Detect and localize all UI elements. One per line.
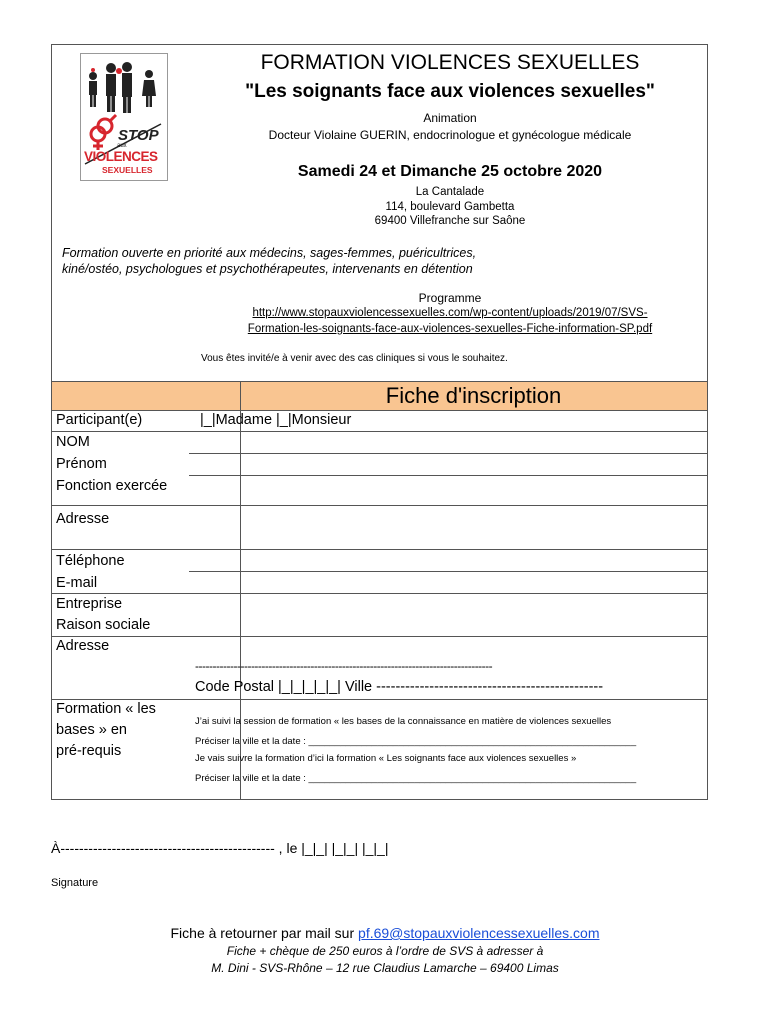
venue-street: 114, boulevard Gambetta <box>385 201 515 213</box>
formation-label-2: bases » en <box>56 722 127 738</box>
row-divider <box>189 571 707 572</box>
logo-violences-text: VIOLENCES <box>84 149 158 164</box>
return-instruction <box>0 925 770 941</box>
row-divider <box>52 593 707 594</box>
animation-label: Animation <box>423 111 477 125</box>
event-dates: Samedi 24 et Dimanche 25 octobre 2020 <box>297 163 603 180</box>
suivi-statement: J’ai suivi la session de formation « les bases de la connaissance en matière de violences sexuelles <box>195 716 612 727</box>
stop-violences-logo <box>80 53 168 181</box>
audience-line-2: kiné/ostéo, psychologues et psychothérapeutes, intervenants en détention <box>62 262 473 276</box>
program-label: Programme <box>418 291 482 305</box>
form-title-bar <box>52 381 707 411</box>
contact-email-link[interactable]: pf.69@stopauxviolencessexuelles.com <box>358 925 600 941</box>
event-subtitle: "Les soignants face aux violences sexuelles" <box>245 81 655 102</box>
row-divider <box>52 699 707 700</box>
return-prefix: Fiche à retourner par mail sur <box>170 925 359 941</box>
preciser-field-1[interactable]: Préciser la ville et la date : ______________________________________________________________ <box>195 736 637 747</box>
logo-sexuelles-text: SEXUELLES <box>102 165 153 175</box>
adresse-entreprise-label: Adresse <box>56 638 110 654</box>
row-divider <box>189 475 707 476</box>
postal-address: M. Dini - SVS-Rhône – 12 rue Claudius Lamarche – 69400 Limas <box>211 961 559 975</box>
venue-city: 69400 Villefranche sur Saône <box>374 215 526 227</box>
fonction-label: Fonction exercée <box>56 478 168 494</box>
program-link-line-2[interactable]: Formation-les-soignants-face-aux-violences-sexuelles-Fiche-information-SP.pdf <box>247 323 653 335</box>
cheque-instruction: Fiche + chèque de 250 euros à l’ordre de SVS à adresser à <box>226 944 544 958</box>
formation-label-1: Formation « les <box>56 701 156 717</box>
animator: Docteur Violaine GUERIN, endocrinologue et gynécologue médicale <box>268 128 632 142</box>
event-title: FORMATION VIOLENCES SEXUELLES <box>260 51 640 74</box>
suivre-statement: Je vais suivre la formation d’ici la formation « Les soignants face aux violences sexuelles » <box>195 753 577 764</box>
code-postal-ville[interactable]: Code Postal |_|_|_|_|_| Ville ----------------------------------------------- <box>195 679 604 695</box>
audience-line-1: Formation ouverte en priorité aux médecins, sages-femmes, puéricultrices, <box>62 246 477 260</box>
row-divider <box>52 431 707 432</box>
logo-aux-text: aux <box>117 143 127 149</box>
place-date-line[interactable]: À---------------------------------------------- , le |_|_| |_|_| |_|_| <box>51 840 389 856</box>
entreprise-label: Entreprise <box>56 596 123 612</box>
row-divider <box>52 505 707 506</box>
adresse-label: Adresse <box>56 511 110 527</box>
participant-label: Participant(e) <box>56 412 143 428</box>
formation-label-3: pré-requis <box>56 743 122 759</box>
registration-form-frame <box>51 44 708 800</box>
raison-sociale-label: Raison sociale <box>56 617 151 633</box>
form-title: Fiche d'inscription <box>385 383 562 408</box>
prenom-label: Prénom <box>56 456 107 472</box>
row-divider <box>189 453 707 454</box>
email-label: E-mail <box>56 575 98 591</box>
signature-label: Signature <box>51 877 99 889</box>
address-blank-line[interactable]: ------------------------------------------------------------------------------------- <box>195 659 493 673</box>
preciser-field-2[interactable]: Préciser la ville et la date : ______________________________________________________________ <box>195 773 637 784</box>
logo-stop-text: STOP <box>118 127 159 144</box>
invite-note: Vous êtes invité/e à venir avec des cas cliniques si vous le souhaitez. <box>201 353 508 364</box>
nom-label: NOM <box>56 434 90 450</box>
civility-checkboxes[interactable]: |_|Madame |_|Monsieur <box>200 412 352 428</box>
program-link-line-1[interactable]: http://www.stopauxviolencessexuelles.com/wp-content/uploads/2019/07/SVS- <box>252 307 648 319</box>
telephone-label: Téléphone <box>56 553 125 569</box>
row-divider <box>52 549 707 550</box>
row-divider <box>52 636 707 637</box>
venue-name: La Cantalade <box>415 186 485 198</box>
